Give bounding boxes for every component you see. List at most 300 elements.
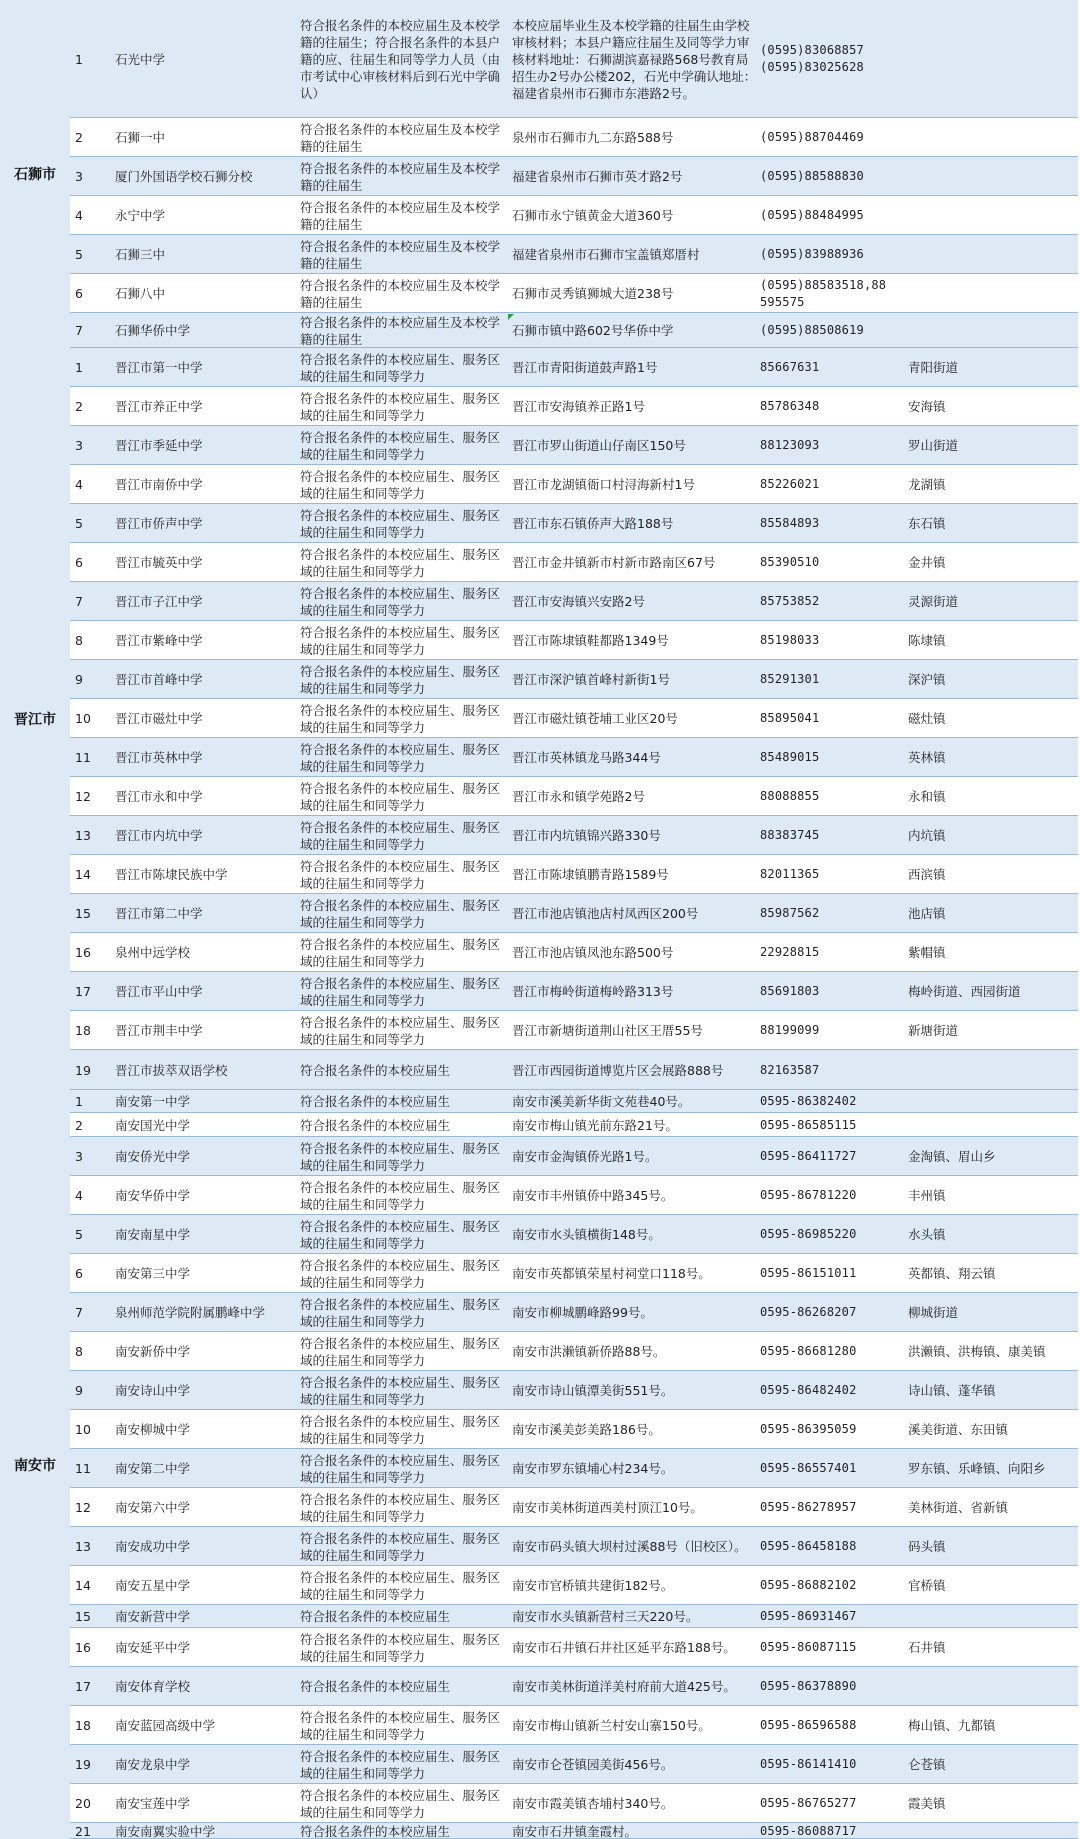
cell-name — [115, 348, 295, 387]
cell-cond-text: 符合报名条件的本校应届生、服务区域的往届生和同等学力 — [300, 1787, 501, 1820]
table-row — [70, 1488, 1078, 1527]
cell-name — [115, 1254, 295, 1293]
cell-num — [75, 0, 105, 118]
cell-name-text: 晋江市紫峰中学 — [115, 633, 203, 648]
cell-phone — [760, 1667, 900, 1706]
cell-addr — [512, 313, 757, 348]
cell-num — [75, 313, 105, 348]
cell-addr-text: 晋江市陈埭镇鞋都路1349号 — [512, 633, 669, 648]
cell-area-text: 水头镇 — [908, 1227, 946, 1242]
table-row — [70, 660, 1078, 699]
cell-cond-text: 符合报名条件的本校应届生、服务区域的往届生和同等学力 — [300, 1631, 501, 1664]
cell-addr — [512, 1371, 757, 1410]
cell-phone — [760, 1488, 900, 1527]
cell-phone-text: 88199099 — [760, 1023, 820, 1037]
cell-phone — [760, 855, 900, 894]
cell-name — [115, 1745, 295, 1784]
cell-cond-text: 符合报名条件的本校应届生、服务区域的往届生和同等学力 — [300, 1335, 501, 1368]
cell-phone — [760, 1113, 900, 1137]
cell-area — [908, 777, 1073, 816]
cell-area — [908, 313, 1073, 348]
cell-addr-text: 晋江市磁灶镇苍埔工业区20号 — [512, 711, 678, 726]
cell-phone — [760, 972, 900, 1011]
cell-cond-text: 符合报名条件的本校应届生、服务区域的往届生和同等学力 — [300, 1014, 501, 1047]
cell-num-text: 6 — [75, 1266, 83, 1281]
cell-cond — [300, 1410, 505, 1449]
cell-phone — [760, 777, 900, 816]
table-row — [70, 1332, 1078, 1371]
cell-cond — [300, 313, 505, 348]
cell-phone — [760, 1628, 900, 1667]
cell-name — [115, 621, 295, 660]
cell-phone-text: 82011365 — [760, 867, 820, 881]
cell-area — [908, 1667, 1073, 1706]
cell-name-text: 石狮华侨中学 — [115, 323, 191, 338]
cell-area-text: 仑苍镇 — [908, 1757, 946, 1772]
cell-phone-text: 0595-86278957 — [760, 1500, 857, 1514]
cell-cond — [300, 621, 505, 660]
cell-num-text: 6 — [75, 286, 83, 301]
cell-cond — [300, 504, 505, 543]
cell-phone — [760, 387, 900, 426]
cell-addr-text: 福建省泉州市石狮市英才路2号 — [512, 169, 683, 184]
cell-phone — [760, 1332, 900, 1371]
cell-addr-text: 南安市英都镇荣星村祠堂口118号。 — [512, 1266, 711, 1281]
cell-num — [75, 348, 105, 387]
cell-cond-text: 符合报名条件的本校应届生及本校学籍的往届生 — [300, 121, 501, 154]
cell-addr-text: 晋江市池店镇池店村凤西区200号 — [512, 906, 699, 921]
cell-area-text: 池店镇 — [908, 906, 946, 921]
cell-addr — [512, 118, 757, 157]
cell-num-text: 9 — [75, 672, 83, 687]
table-row — [70, 348, 1078, 387]
cell-phone-text: 82163587 — [760, 1062, 820, 1077]
cell-phone-text: (0595)83988936 — [760, 247, 864, 261]
cell-addr-text: 晋江市青阳街道鼓声路1号 — [512, 360, 658, 375]
cell-name-text: 石狮一中 — [115, 130, 166, 145]
cell-name-text: 晋江市陈埭民族中学 — [115, 867, 228, 882]
cell-num-text: 15 — [75, 906, 91, 921]
cell-name-text: 南安龙泉中学 — [115, 1757, 191, 1772]
cell-area-text: 磁灶镇 — [908, 711, 946, 726]
cell-name-text: 南安南星中学 — [115, 1227, 191, 1242]
cell-cond — [300, 933, 505, 972]
cell-cond — [300, 1706, 505, 1745]
cell-name — [115, 1823, 295, 1839]
cell-cond-text: 符合报名条件的本校应届生、服务区域的往届生和同等学力 — [300, 819, 501, 852]
cell-cond — [300, 1527, 505, 1566]
cell-addr-text: 晋江市英林镇龙马路344号 — [512, 750, 661, 765]
cell-area-text: 东石镇 — [908, 516, 946, 531]
cell-num — [75, 1449, 105, 1488]
cell-num — [75, 972, 105, 1011]
cell-phone — [760, 1050, 900, 1090]
cell-name — [115, 738, 295, 777]
cell-addr-text: 南安市美林街道西美村顶江10号。 — [512, 1500, 703, 1515]
cell-addr-text: 泉州市石狮市九二东路588号 — [512, 130, 674, 145]
cell-cond-text: 符合报名条件的本校应届生、服务区域的往届生和同等学力 — [300, 1140, 501, 1173]
cell-area — [908, 1176, 1073, 1215]
cell-area — [908, 504, 1073, 543]
cell-addr — [512, 1050, 757, 1090]
cell-addr — [512, 1566, 757, 1605]
cell-cond-text: 符合报名条件的本校应届生、服务区域的往届生和同等学力 — [300, 1748, 501, 1781]
cell-num — [75, 1050, 105, 1090]
cell-num — [75, 504, 105, 543]
cell-name — [115, 504, 295, 543]
cell-addr — [512, 972, 757, 1011]
cell-area — [908, 1410, 1073, 1449]
cell-num — [75, 543, 105, 582]
cell-phone-text: 85291301 — [760, 672, 820, 686]
cell-area — [908, 1488, 1073, 1527]
cell-cond-text: 符合报名条件的本校应届生及本校学籍的往届生 — [300, 160, 501, 193]
table-row — [70, 543, 1078, 582]
cell-area — [908, 348, 1073, 387]
cell-name — [115, 582, 295, 621]
table-row — [70, 426, 1078, 465]
cell-phone-text: 0595-86985220 — [760, 1227, 857, 1241]
table-row — [70, 1745, 1078, 1784]
table-row — [70, 1566, 1078, 1605]
cell-cond — [300, 1371, 505, 1410]
cell-cond-text: 符合报名条件的本校应届生 — [300, 1094, 451, 1109]
cell-name-text: 南安第六中学 — [115, 1500, 191, 1515]
cell-area-text: 紫帽镇 — [908, 945, 946, 960]
cell-name-text: 南安华侨中学 — [115, 1188, 191, 1203]
cell-num-text: 5 — [75, 247, 83, 262]
cell-phone — [760, 1215, 900, 1254]
cell-name — [115, 426, 295, 465]
cell-phone-text: 85691803 — [760, 984, 820, 998]
cell-cond-text: 符合报名条件的本校应届生、服务区域的往届生和同等学力 — [300, 507, 501, 540]
cell-phone — [760, 894, 900, 933]
cell-name — [115, 777, 295, 816]
table-row — [70, 1137, 1078, 1176]
cell-addr — [512, 426, 757, 465]
cell-addr — [512, 348, 757, 387]
cell-num-text: 6 — [75, 555, 83, 570]
cell-area — [908, 543, 1073, 582]
cell-num-text: 1 — [75, 51, 83, 67]
cell-addr-text: 南安市码头镇大坝村过溪88号（旧校区）。 — [512, 1539, 747, 1554]
cell-num — [75, 1667, 105, 1706]
cell-phone — [760, 738, 900, 777]
cell-name — [115, 1137, 295, 1176]
cell-num-text: 17 — [75, 1679, 91, 1694]
cell-phone-text: 85226021 — [760, 477, 820, 491]
cell-area-text: 洪濑镇、洪梅镇、康美镇 — [908, 1344, 1046, 1359]
table-row — [70, 1706, 1078, 1745]
cell-phone-text: 85987562 — [760, 906, 820, 920]
cell-name — [115, 1667, 295, 1706]
cell-addr — [512, 465, 757, 504]
cell-cond-text: 符合报名条件的本校应届生 — [300, 1823, 451, 1839]
table-row — [70, 1254, 1078, 1293]
cell-phone-text: (0595)88583518,88 595575 — [760, 277, 887, 309]
cell-name-text: 晋江市荆丰中学 — [115, 1023, 203, 1038]
cell-phone-text: 88123093 — [760, 438, 820, 452]
cell-name — [115, 118, 295, 157]
cell-addr — [512, 1215, 757, 1254]
cell-name-text: 晋江市第一中学 — [115, 360, 203, 375]
cell-phone-text: 0595-86458188 — [760, 1539, 857, 1553]
cell-name-text: 南安蓝园高级中学 — [115, 1718, 216, 1733]
cell-addr-text: 南安市金淘镇侨光路1号。 — [512, 1149, 658, 1164]
cell-num-text: 7 — [75, 1305, 83, 1320]
cell-num-text: 11 — [75, 750, 91, 765]
cell-num-text: 20 — [75, 1796, 91, 1811]
cell-phone — [760, 235, 900, 274]
cell-addr — [512, 1410, 757, 1449]
cell-name — [115, 465, 295, 504]
cell-addr-text: 南安市官桥镇共建街182号。 — [512, 1578, 674, 1593]
cell-name — [115, 1011, 295, 1050]
cell-phone — [760, 0, 900, 118]
cell-phone-text: 88088855 — [760, 789, 820, 803]
cell-phone — [760, 1605, 900, 1628]
cell-area-text: 丰州镇 — [908, 1188, 946, 1203]
cell-num-text: 18 — [75, 1023, 91, 1038]
comment-marker-icon — [508, 314, 514, 320]
cell-addr — [512, 855, 757, 894]
table-row — [70, 1667, 1078, 1706]
cell-area-text: 永和镇 — [908, 789, 946, 804]
cell-phone-text: 0595-86088717 — [760, 1823, 857, 1838]
cell-name-text: 南安延平中学 — [115, 1640, 191, 1655]
cell-cond — [300, 235, 505, 274]
cell-name — [115, 1215, 295, 1254]
table-row — [70, 738, 1078, 777]
city-label: 晋江市 — [0, 348, 70, 1090]
cell-addr — [512, 1254, 757, 1293]
cell-num-text: 2 — [75, 1117, 83, 1133]
table-row — [70, 621, 1078, 660]
cell-phone — [760, 1527, 900, 1566]
cell-name — [115, 196, 295, 235]
cell-addr — [512, 621, 757, 660]
cell-cond — [300, 816, 505, 855]
cell-area — [908, 1090, 1073, 1113]
cell-num — [75, 816, 105, 855]
cell-cond-text: 符合报名条件的本校应届生、服务区域的往届生和同等学力 — [300, 585, 501, 618]
cell-phone-text: 0595-86382402 — [760, 1094, 857, 1108]
cell-num-text: 4 — [75, 477, 83, 492]
cell-num — [75, 1527, 105, 1566]
cell-name — [115, 660, 295, 699]
cell-addr-text: 晋江市永和镇学苑路2号 — [512, 789, 645, 804]
cell-num — [75, 1745, 105, 1784]
cell-phone — [760, 1090, 900, 1113]
table-row — [70, 1605, 1078, 1628]
cell-cond — [300, 894, 505, 933]
cell-addr — [512, 1293, 757, 1332]
cell-cond-text: 符合报名条件的本校应届生及本校学籍的往届生 — [300, 277, 501, 310]
cell-cond — [300, 426, 505, 465]
cell-addr-text: 晋江市梅岭街道梅岭路313号 — [512, 984, 674, 999]
cell-phone-text: 85198033 — [760, 633, 820, 647]
cell-area — [908, 1371, 1073, 1410]
cell-addr — [512, 1667, 757, 1706]
cell-addr-text: 南安市梅山镇新兰村安山寨150号。 — [512, 1718, 711, 1733]
cell-name-text: 南安宝莲中学 — [115, 1796, 191, 1811]
cell-addr — [512, 738, 757, 777]
cell-addr — [512, 1488, 757, 1527]
cell-area-text: 梅岭街道、西园街道 — [908, 984, 1021, 999]
cell-num — [75, 1566, 105, 1605]
cell-cond-text: 符合报名条件的本校应届生 — [300, 1117, 451, 1133]
cell-phone-text: 85489015 — [760, 750, 820, 764]
cell-num-text: 7 — [75, 594, 83, 609]
cell-area — [908, 426, 1073, 465]
cell-cond — [300, 1784, 505, 1823]
table-row — [70, 1371, 1078, 1410]
cell-phone — [760, 1410, 900, 1449]
cell-name-text: 南安诗山中学 — [115, 1383, 191, 1398]
cell-area — [908, 1332, 1073, 1371]
cell-area — [908, 465, 1073, 504]
cell-phone-text: 0595-86557401 — [760, 1461, 857, 1475]
cell-name — [115, 1628, 295, 1667]
cell-name — [115, 1410, 295, 1449]
cell-phone — [760, 1566, 900, 1605]
cell-name-text: 晋江市拔萃双语学校 — [115, 1062, 228, 1078]
cell-cond — [300, 118, 505, 157]
cell-addr-text: 石狮市灵秀镇狮城大道238号 — [512, 286, 674, 301]
cell-cond-text: 符合报名条件的本校应届生、服务区域的往届生和同等学力 — [300, 1569, 501, 1602]
cell-num-text: 11 — [75, 1461, 91, 1476]
cell-num — [75, 1137, 105, 1176]
cell-name-text: 南安五星中学 — [115, 1578, 191, 1593]
cell-num-text: 12 — [75, 1500, 91, 1515]
cell-phone — [760, 348, 900, 387]
cell-area — [908, 196, 1073, 235]
cell-num — [75, 1784, 105, 1823]
cell-num — [75, 426, 105, 465]
cell-phone — [760, 504, 900, 543]
cell-addr — [512, 1706, 757, 1745]
cell-addr — [512, 582, 757, 621]
cell-phone-text: 0595-86378890 — [760, 1679, 857, 1693]
cell-cond-text: 符合报名条件的本校应届生、服务区域的往届生和同等学力 — [300, 975, 501, 1008]
cell-name-text: 晋江市英林中学 — [115, 750, 203, 765]
table-row — [70, 1176, 1078, 1215]
cell-name-text: 晋江市第二中学 — [115, 906, 203, 921]
cell-area — [908, 582, 1073, 621]
cell-cond-text: 符合报名条件的本校应届生、服务区域的往届生和同等学力 — [300, 1530, 501, 1563]
cell-addr — [512, 274, 757, 313]
cell-name — [115, 157, 295, 196]
cell-addr — [512, 196, 757, 235]
cell-name — [115, 1113, 295, 1137]
cell-num-text: 14 — [75, 1578, 91, 1593]
table-row — [70, 699, 1078, 738]
cell-area-text: 诗山镇、蓬华镇 — [908, 1383, 996, 1398]
cell-area — [908, 1605, 1073, 1628]
cell-cond-text: 符合报名条件的本校应届生、服务区域的往届生和同等学力 — [300, 663, 501, 696]
cell-area — [908, 621, 1073, 660]
cell-phone — [760, 1823, 900, 1839]
cell-name-text: 晋江市首峰中学 — [115, 672, 203, 687]
cell-addr-text: 南安市梅山镇光前东路21号。 — [512, 1117, 678, 1133]
cell-addr-text: 晋江市陈埭镇鹏青路1589号 — [512, 867, 669, 882]
cell-cond-text: 符合报名条件的本校应届生、服务区域的往届生和同等学力 — [300, 1296, 501, 1329]
cell-phone-text: 0595-86585115 — [760, 1117, 857, 1132]
cell-addr-text: 南安市罗东镇埔心村234号。 — [512, 1461, 674, 1476]
cell-phone — [760, 274, 900, 313]
cell-cond — [300, 1449, 505, 1488]
cell-area — [908, 274, 1073, 313]
cell-num-text: 3 — [75, 1149, 83, 1164]
cell-phone-text: (0595)88588830 — [760, 169, 864, 183]
cell-phone — [760, 157, 900, 196]
cell-num-text: 17 — [75, 984, 91, 999]
cell-area-text: 石井镇 — [908, 1640, 946, 1655]
cell-addr-text: 石狮市镇中路602号华侨中学 — [512, 323, 674, 338]
cell-area — [908, 933, 1073, 972]
cell-addr-text: 晋江市龙湖镇衙口村浔海新村1号 — [512, 477, 695, 492]
cell-area — [908, 1215, 1073, 1254]
cell-name — [115, 816, 295, 855]
cell-phone — [760, 196, 900, 235]
cell-area — [908, 1628, 1073, 1667]
cell-phone-text: 0595-86151011 — [760, 1266, 857, 1280]
cell-name-text: 南安第一中学 — [115, 1094, 191, 1109]
cell-num — [75, 235, 105, 274]
cell-cond-text: 符合报名条件的本校应届生、服务区域的往届生和同等学力 — [300, 897, 501, 930]
cell-phone-text: 0595-86395059 — [760, 1422, 857, 1436]
cell-num — [75, 1254, 105, 1293]
cell-name-text: 晋江市毓英中学 — [115, 555, 203, 570]
cell-phone-text: 0595-86765277 — [760, 1796, 857, 1810]
cell-phone — [760, 1371, 900, 1410]
cell-num-text: 14 — [75, 867, 91, 882]
cell-area-text: 深沪镇 — [908, 672, 946, 687]
cell-cond — [300, 387, 505, 426]
cell-phone — [760, 1293, 900, 1332]
table-row — [70, 1527, 1078, 1566]
cell-cond — [300, 1050, 505, 1090]
cell-name — [115, 1784, 295, 1823]
cell-addr — [512, 660, 757, 699]
cell-num-text: 8 — [75, 1344, 83, 1359]
cell-area-text: 码头镇 — [908, 1539, 946, 1554]
cell-name — [115, 933, 295, 972]
cell-area — [908, 699, 1073, 738]
cell-cond-text: 符合报名条件的本校应届生、服务区域的往届生和同等学力 — [300, 1452, 501, 1485]
cell-name — [115, 1176, 295, 1215]
cell-num-text: 8 — [75, 633, 83, 648]
cell-cond-text: 符合报名条件的本校应届生、服务区域的往届生和同等学力 — [300, 429, 501, 462]
cell-area-text: 梅山镇、九都镇 — [908, 1718, 996, 1733]
cell-name-text: 南安第三中学 — [115, 1266, 191, 1281]
cell-name — [115, 1449, 295, 1488]
cell-num-text: 2 — [75, 399, 83, 414]
cell-addr — [512, 1745, 757, 1784]
cell-num-text: 5 — [75, 1227, 83, 1242]
cell-name-text: 南安新营中学 — [115, 1609, 191, 1624]
cell-phone-text: 85390510 — [760, 555, 820, 569]
cell-phone-text: (0595)88704469 — [760, 130, 864, 144]
cell-name — [115, 699, 295, 738]
cell-name — [115, 1488, 295, 1527]
cell-area — [908, 0, 1073, 118]
cell-cond-text: 符合报名条件的本校应届生、服务区域的往届生和同等学力 — [300, 1413, 501, 1446]
table-row — [70, 274, 1078, 313]
cell-phone-text: 0595-86882102 — [760, 1578, 857, 1592]
cell-num — [75, 1628, 105, 1667]
cell-num-text: 16 — [75, 1640, 91, 1655]
